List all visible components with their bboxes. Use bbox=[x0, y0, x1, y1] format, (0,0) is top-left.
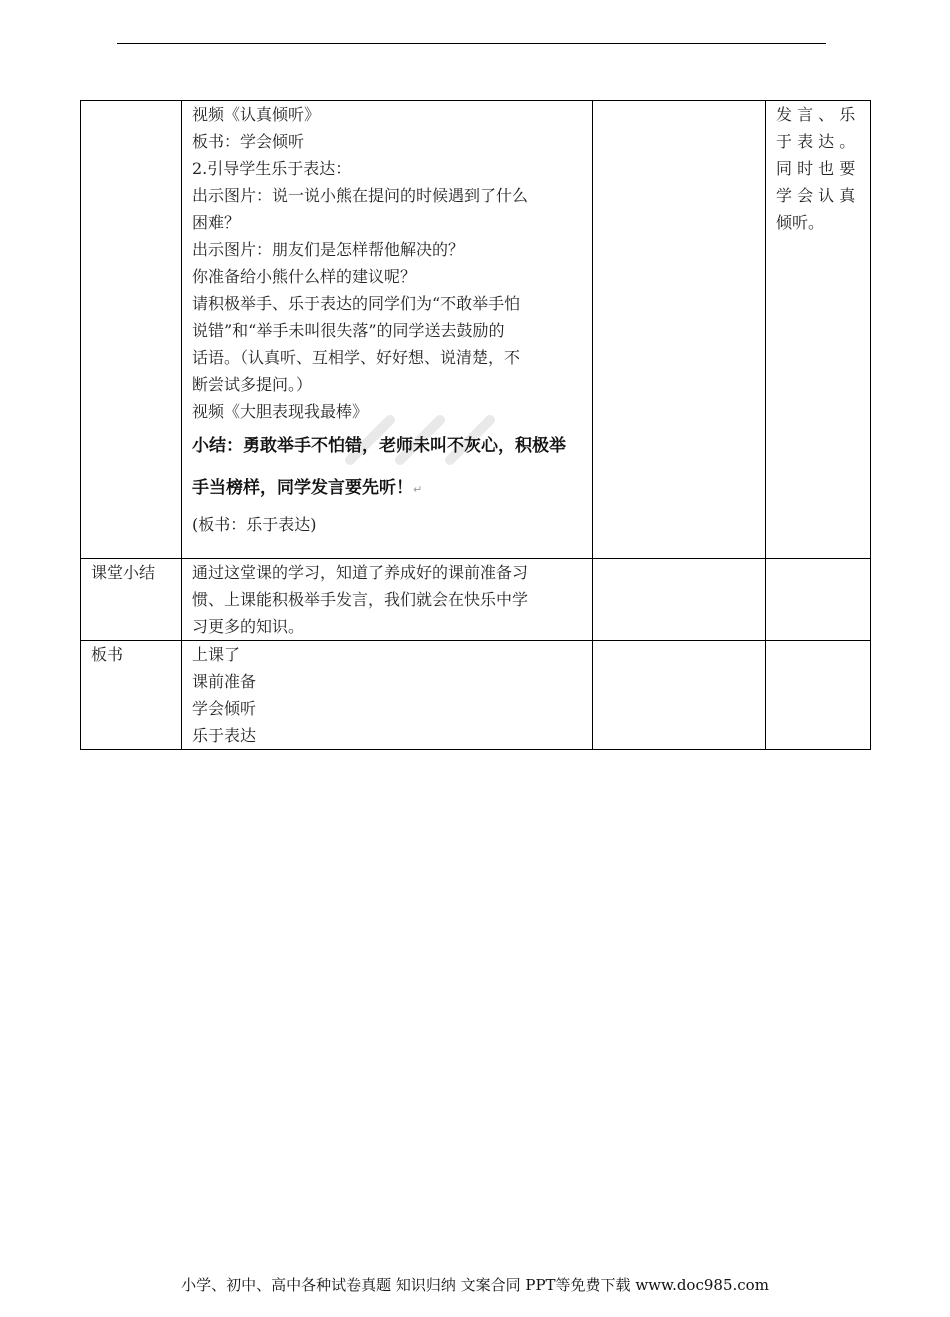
cell-empty bbox=[766, 641, 871, 750]
cell-stage-empty bbox=[81, 101, 182, 559]
cell-summary-label bbox=[81, 559, 182, 641]
cell-board-content bbox=[182, 641, 593, 750]
cell-empty bbox=[593, 641, 766, 750]
table-row-board bbox=[81, 641, 871, 750]
content-line: 习更多的知识。 bbox=[192, 617, 305, 636]
content-line: 困难？ bbox=[192, 213, 241, 232]
table-row-activity bbox=[81, 101, 871, 559]
header-rule bbox=[117, 43, 826, 44]
content-line: 视频《大胆表现我最棒》 bbox=[192, 402, 369, 421]
intent-line: 于 表 达 。 bbox=[776, 132, 856, 151]
content-line: 板书：学会倾听 bbox=[192, 132, 305, 151]
lesson-plan-table bbox=[80, 100, 871, 750]
board-note: (板书：乐于表达) bbox=[192, 515, 317, 534]
intent-line: 学 会 认 真 bbox=[776, 186, 856, 205]
cell-activity-content bbox=[182, 101, 593, 559]
content-line: 2.引导学生乐于表达： bbox=[192, 159, 352, 178]
content-line: 惯、上课能积极举手发言，我们就会在快乐中学 bbox=[192, 590, 529, 609]
content-line: 出示图片：说一说小熊在提问的时候遇到了什么 bbox=[192, 186, 529, 205]
cell-empty bbox=[766, 559, 871, 641]
intent-line: 发 言 、 乐 bbox=[776, 105, 856, 124]
cell-board-label bbox=[81, 641, 182, 750]
board-line: 上课了 bbox=[192, 645, 241, 664]
content-line: 话语。（认真听、互相学、好好想、说清楚，不 bbox=[192, 348, 521, 367]
page-footer: 小学、初中、高中各种试卷真题 知识归纳 文案合同 PPT等免费下载 www.doc985.com bbox=[181, 1276, 769, 1294]
content-line: 出示图片：朋友们是怎样帮他解决的？ bbox=[192, 240, 465, 259]
content-line: 通过这堂课的学习，知道了养成好的课前准备习 bbox=[192, 563, 529, 582]
content-line: 说错”和“举手未叫很失落”的同学送去鼓励的 bbox=[192, 321, 505, 340]
return-mark: ↵ bbox=[413, 483, 423, 496]
cell-empty bbox=[593, 559, 766, 641]
content-line: 断尝试多提问。） bbox=[192, 375, 313, 394]
content-line: 视频《认真倾听》 bbox=[192, 105, 321, 124]
row-label: 板书 bbox=[91, 645, 124, 664]
cell-summary-content bbox=[182, 559, 593, 641]
intent-line: 同 时 也 要 bbox=[776, 159, 856, 178]
summary-text: 手当榜样，同学发言要先听！ bbox=[192, 478, 413, 498]
board-line: 学会倾听 bbox=[192, 699, 257, 718]
board-line: 课前准备 bbox=[192, 672, 257, 691]
row-label: 课堂小结 bbox=[91, 563, 156, 582]
table-row-summary bbox=[81, 559, 871, 641]
summary-line-2 bbox=[192, 467, 582, 511]
intent-line: 倾听。 bbox=[776, 213, 825, 232]
board-line: 乐于表达 bbox=[192, 726, 257, 745]
cell-design-intent bbox=[766, 101, 871, 559]
cell-student-activity-empty bbox=[593, 101, 766, 559]
summary-line: 小结：勇敢举手不怕错，老师未叫不灰心，积极举 bbox=[192, 436, 566, 456]
content-line: 你准备给小熊什么样的建议呢？ bbox=[192, 267, 417, 286]
content-line: 请积极举手、乐于表达的同学们为“不敢举手怕 bbox=[192, 294, 521, 313]
